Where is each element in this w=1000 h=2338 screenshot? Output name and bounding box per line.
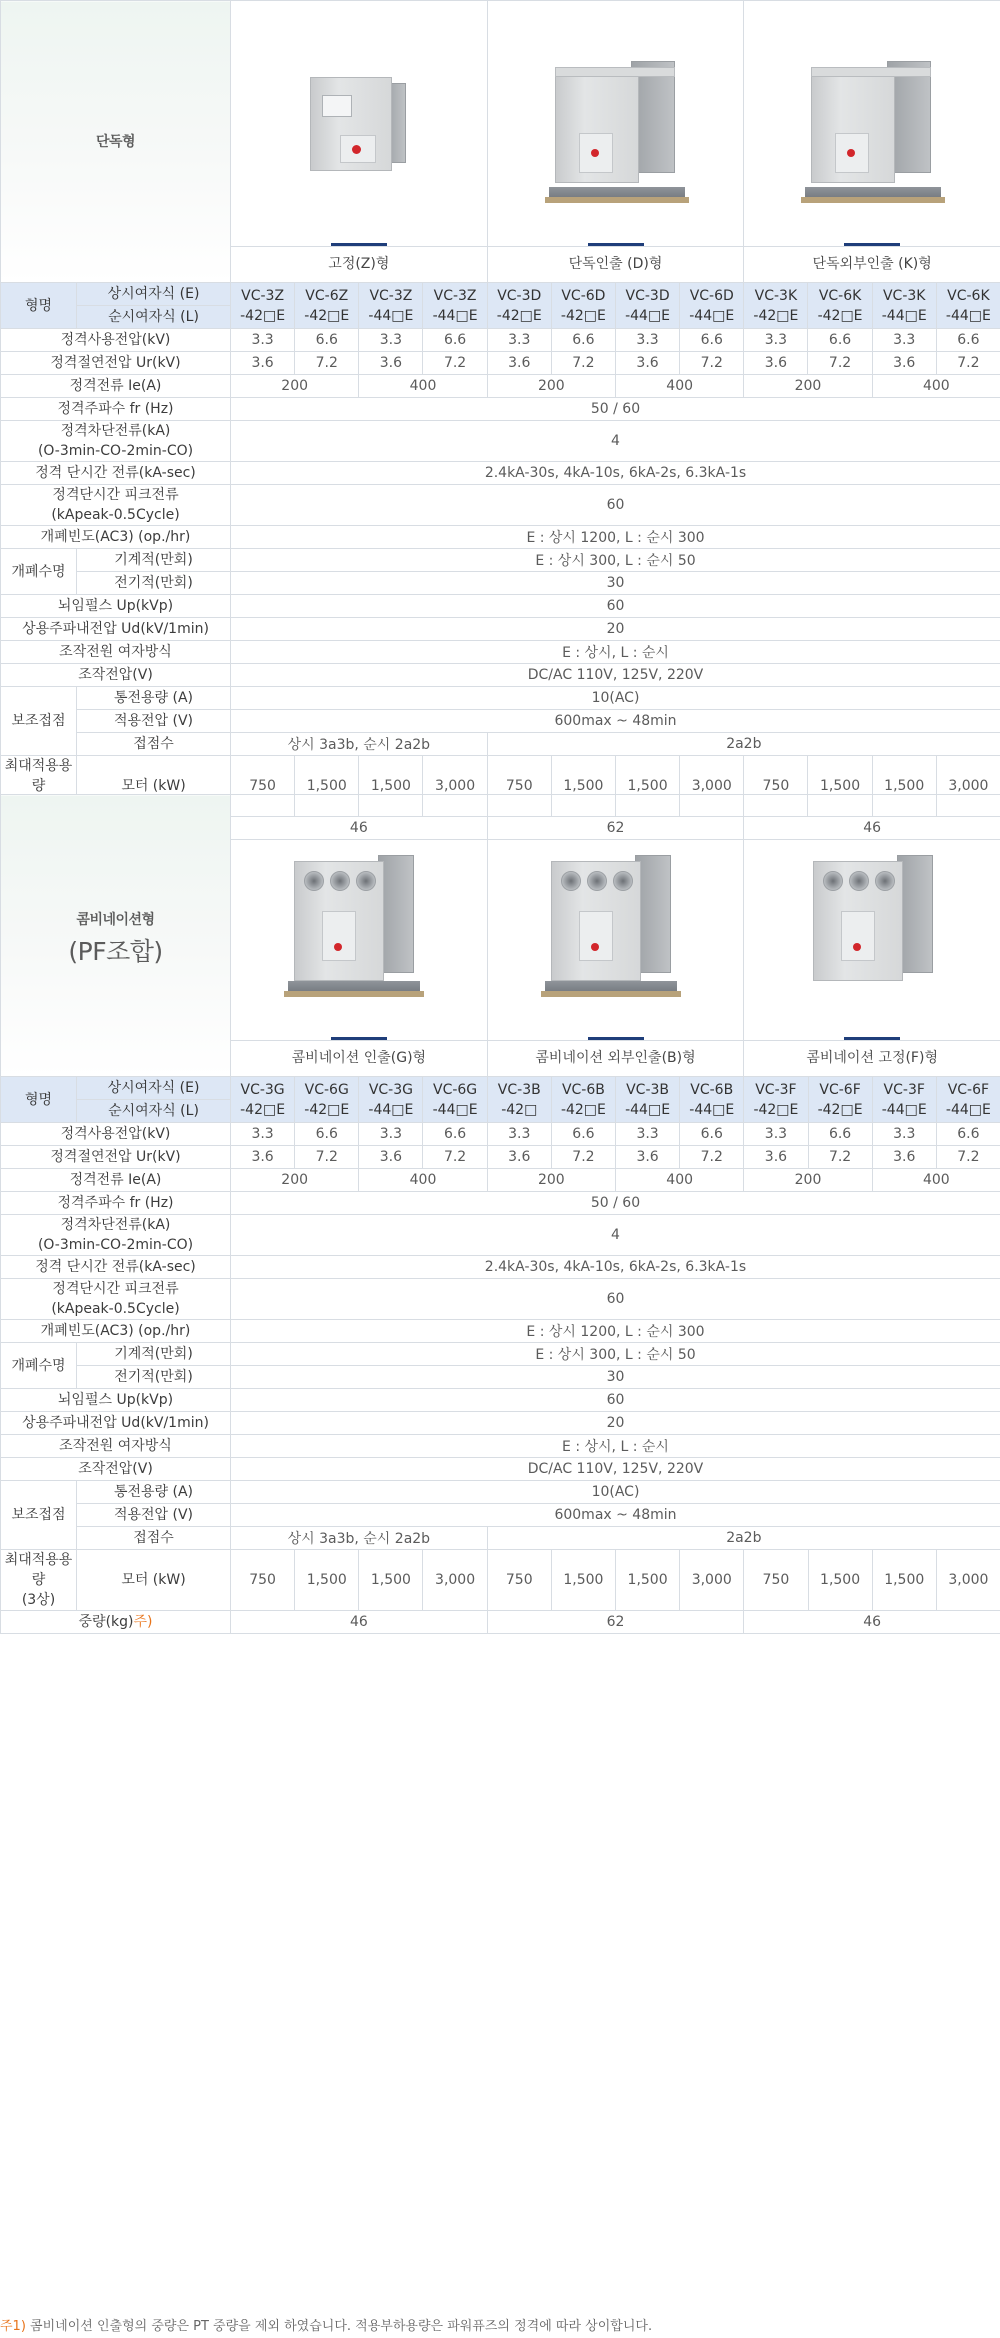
motor-value: 1,500 bbox=[359, 1550, 423, 1611]
aux-capacity-label: 통전용량 (A) bbox=[77, 687, 231, 710]
breaking-current-label-line1: 정격차단전류(kA) bbox=[60, 423, 171, 439]
category-title bbox=[1, 1, 231, 283]
weight-note-mark: 주) bbox=[133, 1614, 153, 1630]
model-name: VC-6K -44□E bbox=[936, 283, 1000, 329]
model-name: VC-3K -42□E bbox=[744, 283, 808, 329]
fuse-hole bbox=[561, 871, 581, 891]
withstand-voltage-label: 상용주파내전압 Ud(kV/1min) bbox=[1, 618, 231, 641]
breaking-current-label-line2: (O-3min-CO-2min-CO) bbox=[37, 1237, 194, 1253]
aux-voltage-value: 600max ~ 48min bbox=[231, 1504, 1000, 1527]
electrical-value: 30 bbox=[231, 572, 1000, 595]
insulation-voltage-value: 7.2 bbox=[680, 1146, 744, 1169]
motor-value: 3,000 bbox=[936, 1550, 1000, 1611]
rated-current-value: 200 bbox=[744, 1169, 872, 1192]
model-name: VC-6B -42□E bbox=[551, 1077, 615, 1123]
rated-voltage-value: 6.6 bbox=[936, 329, 1000, 352]
aux-contacts-label: 접점수 bbox=[77, 1527, 231, 1550]
product-caption: 단독외부인출 (K)형 bbox=[744, 246, 1000, 282]
breaking-current-label bbox=[1, 421, 231, 462]
weight-value: 46 bbox=[231, 1611, 488, 1634]
short-time-current-value: 2.4kA-30s, 4kA-10s, 6kA-2s, 6.3kA-1s bbox=[231, 462, 1000, 485]
insulation-voltage-value: 7.2 bbox=[551, 1146, 615, 1169]
peak-current-label-line2: (kApeak-0.5Cycle) bbox=[51, 507, 180, 523]
excitation-label-e: 상시여자식 (E) bbox=[77, 1077, 231, 1100]
fuse-hole bbox=[356, 871, 376, 891]
withstand-voltage-label: 상용주파내전압 Ud(kV/1min) bbox=[1, 1412, 231, 1435]
product-cell bbox=[487, 795, 744, 1077]
rated-voltage-value: 3.3 bbox=[615, 329, 679, 352]
withstand-voltage-value: 20 bbox=[231, 1412, 1000, 1435]
endurance-label: 개폐수명 bbox=[1, 549, 77, 595]
control-voltage-label: 조작전압(V) bbox=[1, 664, 231, 687]
electrical-label: 전기적(만회) bbox=[77, 1366, 231, 1389]
model-name: VC-3G -42□E bbox=[231, 1077, 295, 1123]
rated-voltage-value: 3.3 bbox=[487, 329, 551, 352]
motor-value: 1,500 bbox=[808, 1550, 872, 1611]
control-panel bbox=[322, 911, 356, 961]
rated-voltage-value: 3.3 bbox=[359, 1123, 423, 1146]
aux-contacts-label: 접점수 bbox=[77, 733, 231, 756]
fuse-hole bbox=[587, 871, 607, 891]
insulation-voltage-value: 3.6 bbox=[872, 352, 936, 375]
trip-button bbox=[591, 943, 599, 951]
rated-current-value: 200 bbox=[487, 1169, 615, 1192]
model-name: VC-3D -44□E bbox=[615, 283, 679, 329]
frequency-label: 정격주파수 fr (Hz) bbox=[1, 398, 231, 421]
weight-value: 46 bbox=[744, 1611, 1000, 1634]
rail bbox=[545, 197, 689, 203]
aux-voltage-value: 600max ~ 48min bbox=[231, 710, 1000, 733]
peak-current-value: 60 bbox=[231, 1279, 1000, 1320]
rated-voltage-value: 6.6 bbox=[423, 329, 487, 352]
weight-value: 46 bbox=[231, 817, 488, 840]
product-caption: 고정(Z)형 bbox=[231, 246, 487, 282]
insulation-voltage-value: 7.2 bbox=[808, 1146, 872, 1169]
model-name: VC-3Z -44□E bbox=[359, 283, 423, 329]
insulation-voltage-value: 3.6 bbox=[359, 1146, 423, 1169]
aux-contacts-value: 2a2b bbox=[487, 1527, 1000, 1550]
model-name: VC-3D -42□E bbox=[487, 283, 551, 329]
model-name: VC-6F -42□E bbox=[808, 1077, 872, 1123]
spec-table bbox=[0, 0, 1000, 840]
max-capacity-label bbox=[1, 1550, 77, 1611]
rail bbox=[284, 991, 424, 997]
product-caption: 단독인출 (D)형 bbox=[488, 246, 744, 282]
switching-frequency-label: 개폐빈도(AC3) (op./hr) bbox=[1, 1320, 231, 1343]
motor-value: 1,500 bbox=[615, 756, 679, 817]
rated-current-value: 400 bbox=[615, 375, 743, 398]
motor-value: 750 bbox=[487, 1550, 551, 1611]
rated-current-value: 400 bbox=[616, 1169, 744, 1192]
impulse-label: 뇌임펄스 Up(kVp) bbox=[1, 1389, 231, 1412]
rated-current-value: 200 bbox=[231, 375, 359, 398]
peak-current-value: 60 bbox=[231, 485, 1000, 526]
motor-value: 750 bbox=[231, 756, 295, 817]
weight-value: 62 bbox=[487, 1611, 744, 1634]
rated-voltage-value: 6.6 bbox=[551, 329, 615, 352]
model-name: VC-3K -44□E bbox=[872, 283, 936, 329]
peak-current-label bbox=[1, 485, 231, 526]
trip-button bbox=[334, 943, 342, 951]
insulation-voltage-value: 3.6 bbox=[231, 352, 295, 375]
rated-voltage-value: 6.6 bbox=[808, 329, 872, 352]
top-cover bbox=[811, 67, 931, 77]
top-cover bbox=[555, 67, 675, 77]
endurance-label: 개폐수명 bbox=[1, 1343, 77, 1389]
product-image bbox=[488, 1, 744, 246]
model-name: VC-3Z -44□E bbox=[423, 283, 487, 329]
excitation-method-value: E : 상시, L : 순시 bbox=[231, 641, 1000, 664]
control-panel bbox=[841, 911, 875, 961]
impulse-value: 60 bbox=[231, 1389, 1000, 1412]
model-name: VC-6B -44□E bbox=[680, 1077, 744, 1123]
motor-value: 1,500 bbox=[616, 1550, 680, 1611]
insulation-voltage-value: 7.2 bbox=[423, 1146, 487, 1169]
motor-value: 3,000 bbox=[936, 756, 1000, 817]
product-image bbox=[231, 1, 487, 246]
motor-value: 1,500 bbox=[295, 756, 359, 817]
weight-value: 62 bbox=[487, 817, 744, 840]
product-caption: 콤비네이션 고정(F)형 bbox=[744, 1040, 1000, 1076]
category-sub: (PF조합) bbox=[68, 936, 163, 966]
footnote-mark: 주1) bbox=[0, 2319, 26, 2334]
frequency-value: 50 / 60 bbox=[231, 398, 1000, 421]
frequency-value: 50 / 60 bbox=[231, 1192, 1000, 1215]
short-time-current-label: 정격 단시간 전류(kA-sec) bbox=[1, 1256, 231, 1279]
motor-label: 모터 (kW) bbox=[77, 756, 231, 817]
rated-current-label: 정격전류 Ie(A) bbox=[1, 375, 231, 398]
motor-value: 3,000 bbox=[423, 756, 487, 817]
mechanical-value: E : 상시 300, L : 순시 50 bbox=[231, 1343, 1000, 1366]
aux-capacity-value: 10(AC) bbox=[231, 687, 1000, 710]
aux-contacts-value: 2a2b bbox=[487, 733, 1000, 756]
weight-value: 46 bbox=[744, 817, 1000, 840]
motor-value: 1,500 bbox=[359, 756, 423, 817]
rated-current-value: 200 bbox=[744, 375, 872, 398]
peak-current-label-line1: 정격단시간 피크전류 bbox=[52, 1281, 179, 1297]
rated-voltage-value: 3.3 bbox=[359, 329, 423, 352]
trip-button bbox=[352, 145, 361, 154]
switching-frequency-value: E : 상시 1200, L : 순시 300 bbox=[231, 1320, 1000, 1343]
mechanical-value: E : 상시 300, L : 순시 50 bbox=[231, 549, 1000, 572]
footnote bbox=[0, 2315, 652, 2334]
max-capacity-line1: 최대적용용량 bbox=[4, 1552, 73, 1588]
motor-value: 1,500 bbox=[551, 1550, 615, 1611]
insulation-voltage-value: 3.6 bbox=[744, 352, 808, 375]
peak-current-label bbox=[1, 1279, 231, 1320]
model-name: VC-3F -42□E bbox=[744, 1077, 808, 1123]
type-label: 형명 bbox=[1, 283, 77, 329]
insulation-voltage-value: 7.2 bbox=[551, 352, 615, 375]
product-cell bbox=[744, 795, 1000, 1077]
excitation-label-l: 순시여자식 (L) bbox=[77, 1100, 231, 1123]
motor-value: 3,000 bbox=[680, 756, 744, 817]
model-name: VC-6Z -42□E bbox=[295, 283, 359, 329]
switching-frequency-value: E : 상시 1200, L : 순시 300 bbox=[231, 526, 1000, 549]
rated-voltage-value: 3.3 bbox=[616, 1123, 680, 1146]
category-name: 콤비네이션형 bbox=[76, 911, 155, 928]
insulation-voltage-value: 3.6 bbox=[615, 352, 679, 375]
product-cell bbox=[487, 1, 744, 283]
excitation-label-e: 상시여자식 (E) bbox=[77, 283, 231, 306]
rated-voltage-value: 3.3 bbox=[487, 1123, 551, 1146]
max-capacity-line2: (3상) bbox=[21, 1592, 56, 1608]
rail bbox=[801, 197, 945, 203]
category-title bbox=[1, 795, 231, 1077]
insulation-voltage-label: 정격절연전압 Ur(kV) bbox=[1, 352, 231, 375]
insulation-voltage-value: 7.2 bbox=[423, 352, 487, 375]
excitation-method-label: 조작전원 여자방식 bbox=[1, 1435, 231, 1458]
model-name: VC-6D -44□E bbox=[680, 283, 744, 329]
fuse-hole bbox=[330, 871, 350, 891]
footnote-text: 콤비네이션 인출형의 중량은 PT 중량을 제외 하였습니다. 적용부하용량은 파워퓨즈의 정격에 따라 상이합니다. bbox=[25, 2319, 653, 2334]
control-voltage-value: DC/AC 110V, 125V, 220V bbox=[231, 664, 1000, 687]
fuse-hole bbox=[304, 871, 324, 891]
aux-contact-label: 보조접점 bbox=[1, 1481, 77, 1550]
control-voltage-label: 조작전압(V) bbox=[1, 1458, 231, 1481]
excitation-label-l: 순시여자식 (L) bbox=[77, 306, 231, 329]
model-name: VC-3B -44□E bbox=[616, 1077, 680, 1123]
rated-voltage-value: 6.6 bbox=[551, 1123, 615, 1146]
motor-value: 1,500 bbox=[808, 756, 872, 817]
impulse-label: 뇌임펄스 Up(kVp) bbox=[1, 595, 231, 618]
aux-voltage-label: 적용전압 (V) bbox=[77, 1504, 231, 1527]
model-name: VC-3F -44□E bbox=[872, 1077, 936, 1123]
insulation-voltage-value: 7.2 bbox=[808, 352, 872, 375]
aux-contacts-value: 상시 3a3b, 순시 2a2b bbox=[231, 1527, 488, 1550]
model-name: VC-6D -42□E bbox=[551, 283, 615, 329]
electrical-label: 전기적(만회) bbox=[77, 572, 231, 595]
insulation-voltage-value: 3.6 bbox=[487, 352, 551, 375]
spec-table bbox=[0, 794, 1000, 1634]
model-name: VC-3G -44□E bbox=[359, 1077, 423, 1123]
product-caption: 콤비네이션 외부인출(B)형 bbox=[488, 1040, 744, 1076]
rated-current-label: 정격전류 Ie(A) bbox=[1, 1169, 231, 1192]
insulation-voltage-value: 7.2 bbox=[936, 1146, 1000, 1169]
excitation-method-value: E : 상시, L : 순시 bbox=[231, 1435, 1000, 1458]
breaking-current-value: 4 bbox=[231, 1215, 1000, 1256]
aux-capacity-value: 10(AC) bbox=[231, 1481, 1000, 1504]
aux-capacity-label: 통전용량 (A) bbox=[77, 1481, 231, 1504]
insulation-voltage-value: 3.6 bbox=[231, 1146, 295, 1169]
aux-contact-label: 보조접점 bbox=[1, 687, 77, 756]
category-name: 단독형 bbox=[95, 133, 136, 150]
motor-value: 1,500 bbox=[295, 1550, 359, 1611]
rated-voltage-value: 3.3 bbox=[744, 1123, 808, 1146]
insulation-voltage-value: 3.6 bbox=[359, 352, 423, 375]
product-cell bbox=[231, 1, 488, 283]
aux-contacts-value: 상시 3a3b, 순시 2a2b bbox=[231, 733, 488, 756]
insulation-voltage-value: 3.6 bbox=[616, 1146, 680, 1169]
rated-current-value: 200 bbox=[231, 1169, 359, 1192]
rated-voltage-value: 6.6 bbox=[423, 1123, 487, 1146]
product-caption: 콤비네이션 인출(G)형 bbox=[231, 1040, 487, 1076]
mechanical-label: 기계적(만회) bbox=[77, 549, 231, 572]
rated-voltage-label: 정격사용전압(kV) bbox=[1, 329, 231, 352]
nameplate bbox=[322, 95, 352, 117]
model-name: VC-6F -44□E bbox=[936, 1077, 1000, 1123]
impulse-value: 60 bbox=[231, 595, 1000, 618]
insulation-voltage-label: 정격절연전압 Ur(kV) bbox=[1, 1146, 231, 1169]
switching-frequency-label: 개폐빈도(AC3) (op./hr) bbox=[1, 526, 231, 549]
insulation-voltage-value: 3.6 bbox=[487, 1146, 551, 1169]
weight-label-text: 중량(kg) bbox=[78, 1614, 134, 1630]
insulation-voltage-value: 7.2 bbox=[295, 1146, 359, 1169]
motor-value: 3,000 bbox=[423, 1550, 487, 1611]
product-image bbox=[488, 795, 744, 1040]
control-panel bbox=[579, 911, 613, 961]
rated-voltage-value: 6.6 bbox=[680, 329, 744, 352]
rated-voltage-value: 3.3 bbox=[744, 329, 808, 352]
model-name: VC-3Z -42□E bbox=[231, 283, 295, 329]
rated-voltage-value: 3.3 bbox=[231, 329, 295, 352]
rated-current-value: 400 bbox=[872, 1169, 1000, 1192]
motor-value: 750 bbox=[487, 756, 551, 817]
frequency-label: 정격주파수 fr (Hz) bbox=[1, 1192, 231, 1215]
model-name: VC-6G -42□E bbox=[295, 1077, 359, 1123]
product-image bbox=[744, 795, 1000, 1040]
motor-value: 1,500 bbox=[872, 756, 936, 817]
mechanical-label: 기계적(만회) bbox=[77, 1343, 231, 1366]
max-capacity-line1: 최대적용용량 bbox=[4, 758, 73, 794]
model-name: VC-6G -44□E bbox=[423, 1077, 487, 1123]
electrical-value: 30 bbox=[231, 1366, 1000, 1389]
type-label: 형명 bbox=[1, 1077, 77, 1123]
rated-voltage-value: 6.6 bbox=[808, 1123, 872, 1146]
trip-button bbox=[591, 149, 599, 157]
product-image bbox=[744, 1, 1000, 246]
short-time-current-label: 정격 단시간 전류(kA-sec) bbox=[1, 462, 231, 485]
weight-label bbox=[1, 1611, 231, 1634]
rated-current-value: 400 bbox=[872, 375, 1000, 398]
product-image bbox=[231, 795, 487, 1040]
motor-value: 750 bbox=[231, 1550, 295, 1611]
insulation-voltage-value: 3.6 bbox=[872, 1146, 936, 1169]
breaking-current-label bbox=[1, 1215, 231, 1256]
model-name: VC-3B -42□ bbox=[487, 1077, 551, 1123]
breaking-current-label-line1: 정격차단전류(kA) bbox=[60, 1217, 171, 1233]
aux-voltage-label: 적용전압 (V) bbox=[77, 710, 231, 733]
rated-voltage-value: 3.3 bbox=[231, 1123, 295, 1146]
insulation-voltage-value: 7.2 bbox=[936, 352, 1000, 375]
model-name: VC-6K -42□E bbox=[808, 283, 872, 329]
insulation-voltage-value: 7.2 bbox=[680, 352, 744, 375]
fuse-hole bbox=[613, 871, 633, 891]
insulation-voltage-value: 3.6 bbox=[744, 1146, 808, 1169]
rated-voltage-value: 6.6 bbox=[295, 1123, 359, 1146]
rail bbox=[541, 991, 681, 997]
rated-voltage-value: 3.3 bbox=[872, 329, 936, 352]
withstand-voltage-value: 20 bbox=[231, 618, 1000, 641]
product-cell bbox=[231, 795, 488, 1077]
excitation-method-label: 조작전원 여자방식 bbox=[1, 641, 231, 664]
peak-current-label-line1: 정격단시간 피크전류 bbox=[52, 487, 179, 503]
motor-value: 750 bbox=[744, 1550, 808, 1611]
rated-current-value: 400 bbox=[359, 375, 487, 398]
rated-voltage-value: 6.6 bbox=[295, 329, 359, 352]
rated-voltage-value: 6.6 bbox=[680, 1123, 744, 1146]
motor-value: 750 bbox=[744, 756, 808, 817]
rated-current-value: 400 bbox=[359, 1169, 487, 1192]
insulation-voltage-value: 7.2 bbox=[295, 352, 359, 375]
motor-value: 3,000 bbox=[680, 1550, 744, 1611]
breaking-current-value: 4 bbox=[231, 421, 1000, 462]
peak-current-label-line2: (kApeak-0.5Cycle) bbox=[51, 1301, 180, 1317]
motor-value: 1,500 bbox=[551, 756, 615, 817]
short-time-current-value: 2.4kA-30s, 4kA-10s, 6kA-2s, 6.3kA-1s bbox=[231, 1256, 1000, 1279]
motor-label: 모터 (kW) bbox=[77, 1550, 231, 1611]
motor-value: 1,500 bbox=[872, 1550, 936, 1611]
control-voltage-value: DC/AC 110V, 125V, 220V bbox=[231, 1458, 1000, 1481]
rated-voltage-label: 정격사용전압(kV) bbox=[1, 1123, 231, 1146]
breaking-current-label-line2: (O-3min-CO-2min-CO) bbox=[37, 443, 194, 459]
product-cell bbox=[744, 1, 1000, 283]
rated-current-value: 200 bbox=[487, 375, 615, 398]
rated-voltage-value: 6.6 bbox=[936, 1123, 1000, 1146]
rated-voltage-value: 3.3 bbox=[872, 1123, 936, 1146]
